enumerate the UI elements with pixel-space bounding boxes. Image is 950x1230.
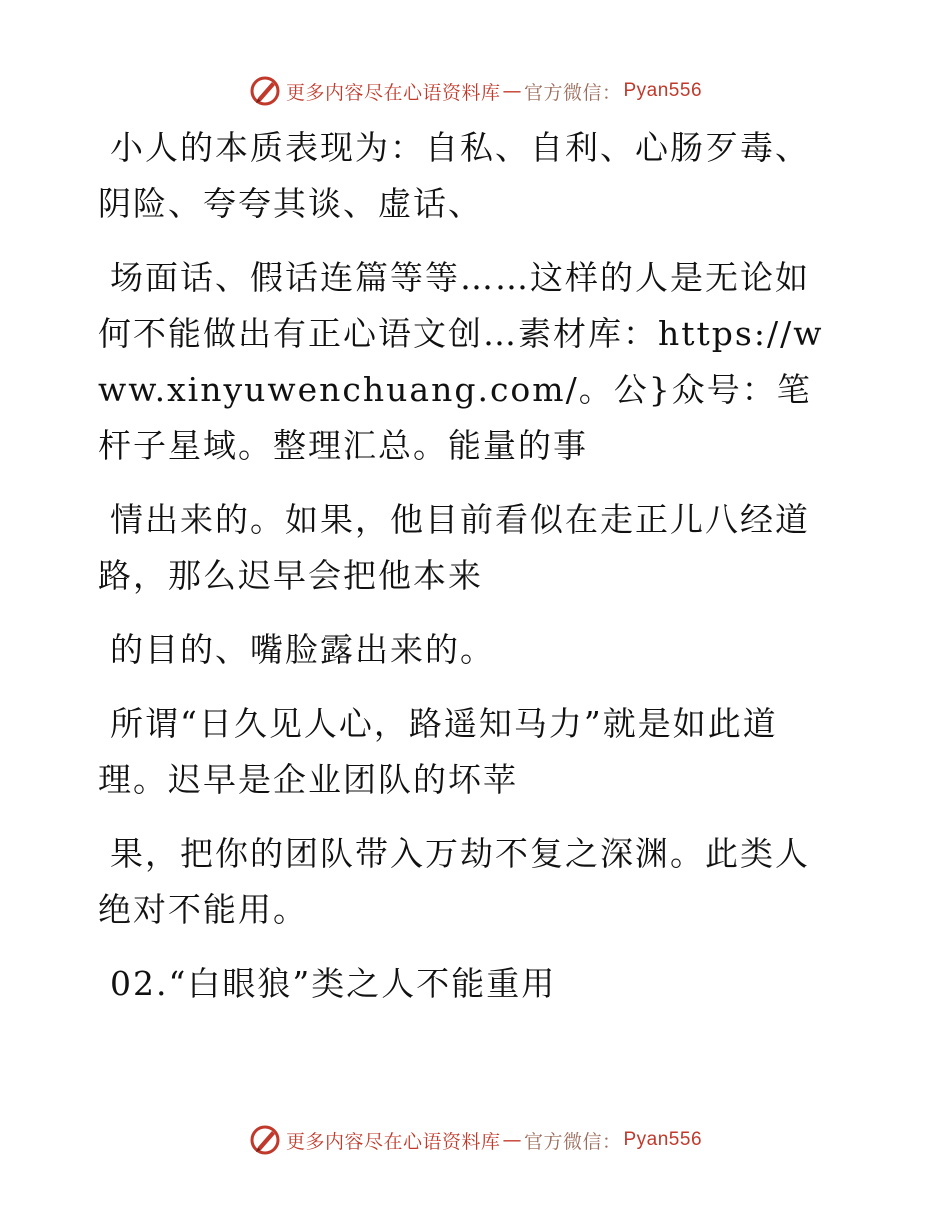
header-wechat-id: Pyan556	[623, 80, 703, 101]
header-dash: —	[502, 80, 522, 102]
pen-logo-icon	[248, 1123, 282, 1157]
footer-wechat-id: Pyan556	[623, 1129, 703, 1150]
header-wechat-label: 官方微信：	[523, 81, 622, 104]
paragraph-1: 小人的本质表现为：自私、自利、心肠歹毒、阴险、夸夸其谈、虚话、	[98, 128, 810, 223]
footer-brand-text: 更多内容尽在心语资料库	[285, 1130, 501, 1153]
pen-logo-icon	[248, 74, 282, 108]
header-brand-text: 更多内容尽在心语资料库	[285, 81, 501, 104]
page-header-watermark	[0, 71, 950, 111]
section-heading: 02.“白眼狼”类之人不能重用	[110, 964, 557, 1003]
paragraph-6: 果，把你的团队带入万劫不复之深渊。此类人绝对不能用。	[98, 834, 810, 929]
paragraph-5: 所谓“日久见人心，路遥知马力”就是如此道理。迟早是企业团队的坏苹	[98, 704, 778, 799]
footer-wechat-label: 官方微信：	[523, 1130, 622, 1153]
paragraph-2: 场面话、假话连篇等等……这样的人是无论如何不能做出有正心语文创…素材库：https://www.xinyuwenchuang.com/。公}众号：笔杆子星域。整理汇总。能量的事	[98, 258, 824, 465]
paragraph-4: 的目的、嘴脸露出来的。	[110, 630, 495, 669]
page-footer-watermark	[0, 1120, 950, 1160]
document-body	[98, 120, 838, 1030]
footer-dash: —	[502, 1129, 522, 1151]
paragraph-3: 情出来的。如果，他目前看似在走正儿八经道路，那么迟早会把他本来	[98, 500, 810, 595]
